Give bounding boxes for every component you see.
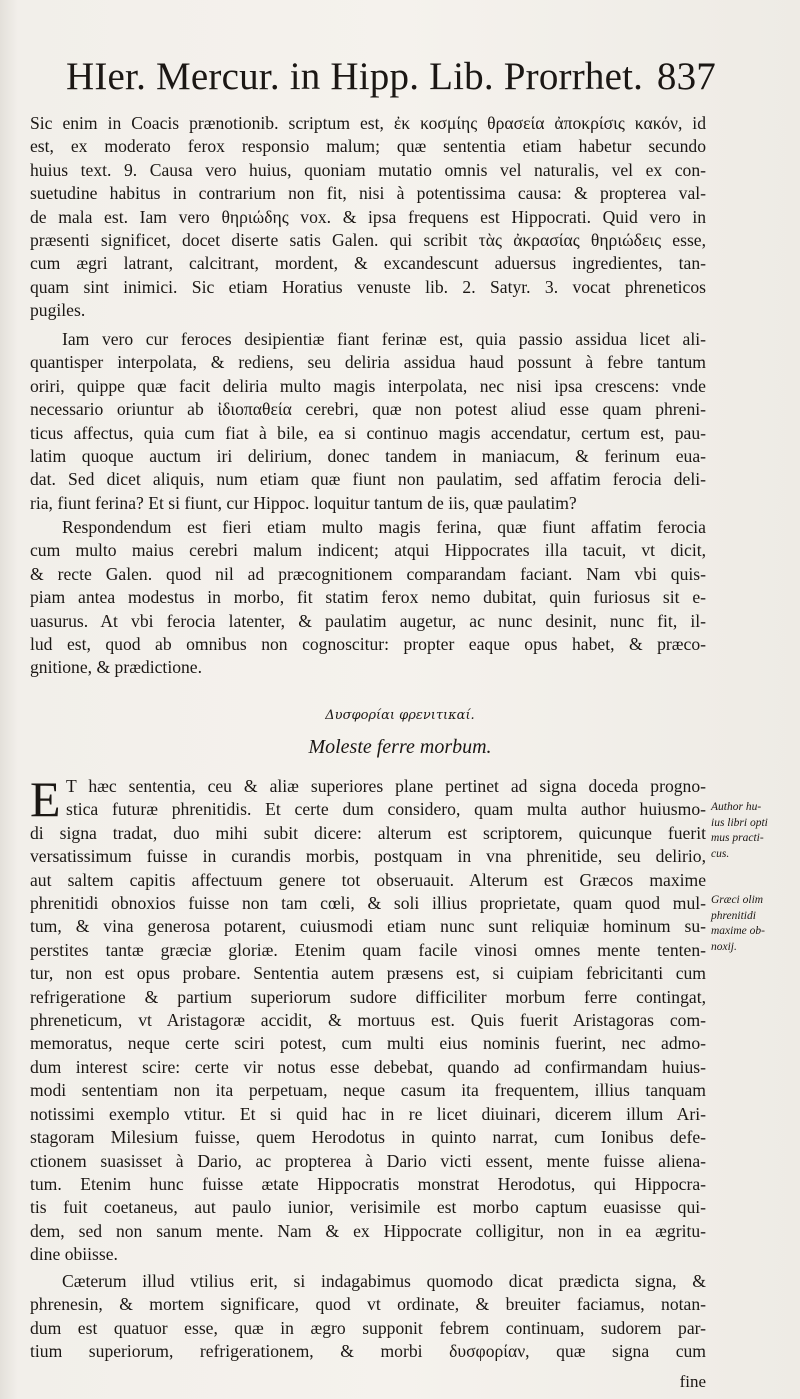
text-line: di signa tradat, duo mihi subit dicere: alterum est scriptorem, quicunque fuerit bbox=[30, 822, 706, 843]
marginal-note-graeci bbox=[711, 893, 795, 955]
text-line: & recte Galen. quod nil ad præcognitionem comparandam faciant. Nam vbi quis- bbox=[30, 563, 706, 584]
text-line: Respondendum est fieri etiam multo magis ferina, quæ fiunt affatim ferocia bbox=[62, 517, 706, 537]
text-line: de mala est. Iam vero θηριώδης vox. & ipsa frequens est Hippocrati. Quid vero in bbox=[30, 206, 706, 227]
marginal-line: mus practi- bbox=[711, 832, 764, 844]
text-line: tum, & vina generosa potarent, cuiusmodi etiam nunc sunt reliquiæ hominum su- bbox=[30, 916, 706, 937]
text-line: dine obiisse. bbox=[30, 1244, 118, 1265]
page-number: 837 bbox=[656, 55, 716, 98]
paragraph-respondendum bbox=[30, 516, 706, 680]
text-line: præsenti significet, docet diserte satis Galen. qui scribit τὰς ἀκρασίας θηριώδεις esse, bbox=[30, 230, 706, 251]
text-line: phrenitidi obnoxios fuisse non tam cœli, & soli illius proprietate, quam quod mul- bbox=[30, 893, 706, 914]
paragraph-caeterum bbox=[30, 1270, 706, 1364]
drop-cap: E bbox=[30, 771, 61, 827]
text-line: quantisper interpolata, & rediens, seu deliria assidua haud possunt à febre tantum bbox=[30, 352, 706, 373]
text-line: modi sententiam non ita perpetuam, neque casum ita frequentem, illius tanquam bbox=[30, 1080, 706, 1101]
text-line: stica futuræ phrenitidis. Et certe dum considero, quam multa author huiusmo- bbox=[66, 799, 706, 820]
text-line: latim quoque auctum iri delirium, donec tandem in maniacum, & ferinum eua- bbox=[30, 446, 706, 467]
text-line: ctionem suasisset à Dario, ac propterea à Dario victi essent, mente fuisse aliena- bbox=[30, 1150, 706, 1171]
text-line: T hæc sententia, ceu & aliæ superiores plane pertinet ad signa doceda progno- bbox=[66, 776, 706, 796]
text-line: stagoram Milesium fuisse, quem Herodotus in quinto narrat, cum Ionibus defe- bbox=[30, 1127, 706, 1148]
text-line: versatissimum fuisse in curandis morbis, postquam in vna phrenitide, seu delirio, bbox=[30, 846, 706, 867]
text-line: perstites tantæ græciæ gloriæ. Etenim quam facile vinosi omnes mente tenten- bbox=[30, 939, 706, 960]
marginal-line: maxime ob- bbox=[711, 925, 765, 937]
text-line: pugiles. bbox=[30, 300, 86, 321]
text-line: cum multo maius cerebri malum indicent; atqui Hippocrates illa tacuit, vt dicit, bbox=[30, 540, 706, 561]
text-line: tur, non est opus probare. Sententia autem præsens est, si cuipiam febricitanti cum bbox=[30, 963, 706, 984]
text-line: cum ægri latrant, calcitrant, mordent, & excandescunt aduersus ingredientes, tan- bbox=[30, 253, 706, 274]
text-line: phreneticum, vt Aristagoræ accidit, & mortuus est. Quis fuerit Aristagoras com- bbox=[30, 1010, 706, 1031]
text-line: gnitione, & prædictione. bbox=[30, 657, 203, 678]
marginal-note-author bbox=[711, 800, 795, 862]
text-line: suetudine habitus in contrarium non fit, nisi à potentissima causa: & propterea val- bbox=[30, 183, 706, 204]
section-subheading: Moleste ferre morbum. bbox=[308, 736, 492, 758]
text-line: ticus affectus, quia cum fiat à bile, ea si continuo magis accendatur, certum est, pau- bbox=[30, 422, 706, 443]
text-line: necessario oriuntur ab ἰδιοπαθεία cerebri, quæ non potest aliud esse quam phreni- bbox=[30, 399, 706, 420]
running-header bbox=[66, 54, 716, 99]
text-line: uasurus. At vbi ferocia latenter, & paulatim augetur, ac nunc desinit, nunc fit, il- bbox=[30, 610, 706, 631]
text-line: dum interest scire: certe vir notus esse debebat, quando ad confirmandam huius- bbox=[30, 1056, 706, 1077]
text-line: memoratus, neque certe sciri potest, cum multi eius nominis fuerint, nec admo- bbox=[30, 1033, 706, 1054]
text-line: Sic enim in Coacis prænotionib. scriptum est, ἐκ κοσμίης θρασεία ἀποκρίσις κακόν, id bbox=[30, 113, 706, 133]
marginal-line: noxij. bbox=[711, 940, 737, 953]
marginal-line: phrenitidi bbox=[711, 909, 756, 922]
text-line: quam sint inimici. Sic etiam Horatius venuste lib. 2. Satyr. 3. vocat phreneticos bbox=[30, 276, 706, 297]
text-line: tum. Etenim hunc fuisse ætate Hippocratis monstrat Herodotus, qui Hippocra- bbox=[30, 1173, 706, 1194]
text-line: tium superiorum, refrigerationem, & morbi δυσφορίαν, quæ signa cum bbox=[30, 1341, 706, 1362]
text-line: phrenesin, & mortem significare, quod vt ordinate, & breuiter faciamus, notan- bbox=[30, 1294, 706, 1315]
text-line: lud est, quod ab omnibus non cognoscitur: propter eaque opus habet, & præco- bbox=[30, 634, 706, 655]
text-line: tis fuit coetaneus, aut paulo iunior, verisimile est morbo captum euasisse qui- bbox=[30, 1197, 706, 1218]
text-line: oriri, quippe quæ facit deliria multo magis interpolata, nec nisi ipsa crescens: vnde bbox=[30, 375, 706, 396]
text-line: dum est quatuor esse, quæ in ægro supponit febrem continuam, sudorem par- bbox=[30, 1317, 706, 1338]
text-line: dat. Sed dicet aliquis, num etiam quæ fiunt non paulatim, sed affatim ferocia deli- bbox=[30, 469, 706, 490]
text-line: dem, sed non sanum mente. Nam & ex Hippocrate colligitur, non in ea ægritu- bbox=[30, 1220, 706, 1241]
marginal-line: Author hu- bbox=[711, 801, 762, 813]
marginal-line: Græci olim bbox=[711, 894, 764, 906]
text-line: est, ex moderato ferox responsio malum; quæ sententia etiam habetur secundo bbox=[30, 136, 706, 157]
text-line: aut saltem capitis affectuum genere tot obseruauit. Alterum est Græcos maxime bbox=[30, 869, 706, 890]
text-line: refrigeratione & partium superiorum sudore difficiliter morbum ferre contingat, bbox=[30, 986, 706, 1007]
text-line: Iam vero cur feroces desipientiæ fiant ferinæ est, quia passio assidua licet ali- bbox=[62, 329, 706, 349]
greek-section-heading: Δυσφορίαι φρενιτικαί. bbox=[325, 708, 475, 723]
catchword: fine bbox=[679, 1372, 706, 1391]
marginal-line: cus. bbox=[711, 847, 730, 860]
paragraph-coacis bbox=[30, 112, 706, 323]
paragraph-et-haec bbox=[30, 771, 706, 1267]
running-title: HIer. Mercur. in Hipp. Lib. Prorrhet. bbox=[66, 55, 644, 98]
text-line: Cæterum illud vtilius erit, si indagabimus quomodo dicat prædicta signa, & bbox=[62, 1271, 706, 1291]
text-line: huius text. 9. Causa vero huius, quoniam mutatio omnis vel naturalis, vel ex con- bbox=[30, 159, 706, 180]
text-line: notissimi exemplo vtitur. Et si quid hac in re licet diuinari, dicerem illum Ari- bbox=[30, 1103, 706, 1124]
marginal-line: ius libri opti bbox=[711, 816, 768, 829]
text-line: piam antea modestus in morbo, fit statim ferox nemo dubitat, quin furiosus sit e- bbox=[30, 587, 706, 608]
paragraph-feroces bbox=[30, 328, 706, 515]
text-line: ria, fiunt ferina? Et si fiunt, cur Hippoc. loquitur tantum de iis, quæ paulatim? bbox=[30, 492, 577, 513]
